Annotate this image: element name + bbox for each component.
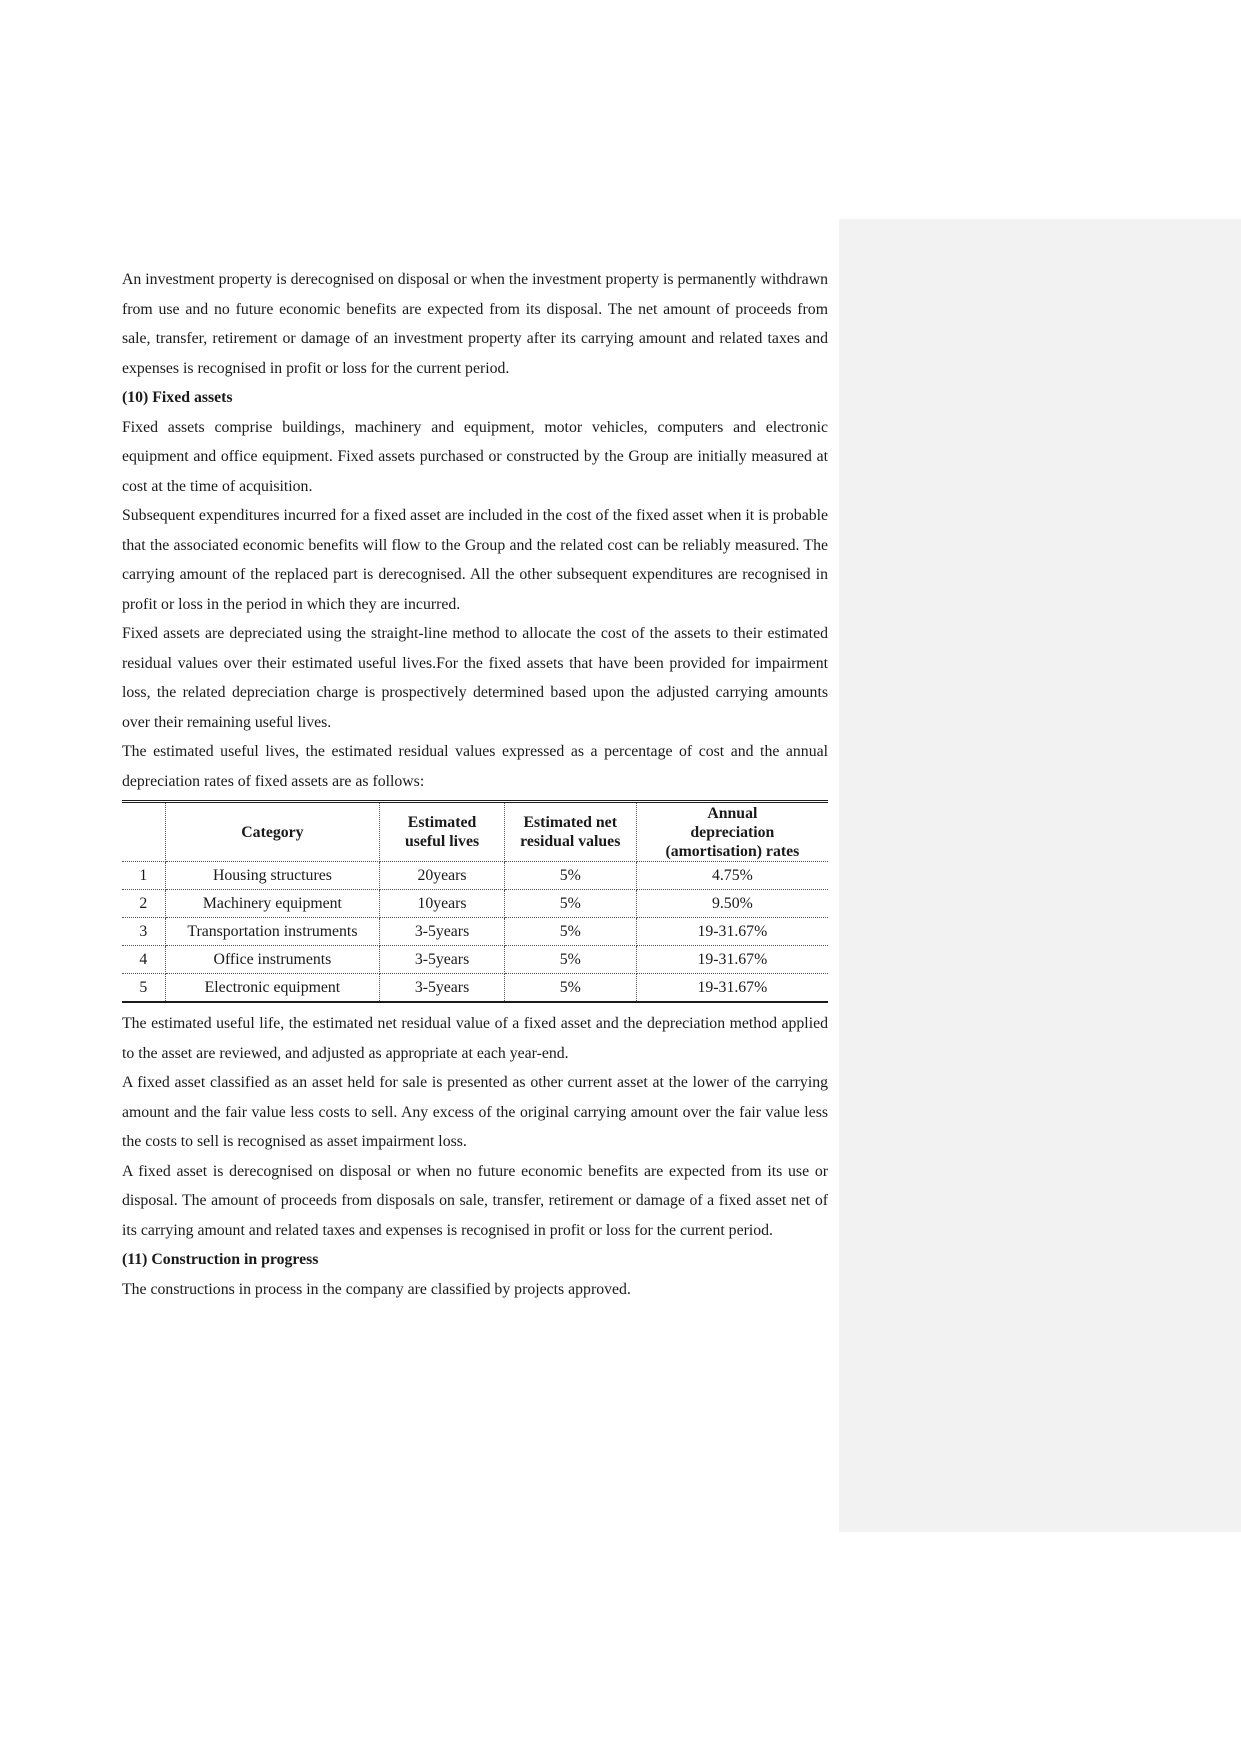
table-row <box>122 890 828 918</box>
depreciation-table <box>122 800 828 1003</box>
row-residual-value: 5% <box>504 946 636 974</box>
table-row <box>122 862 828 890</box>
row-useful-life: 10years <box>380 890 504 918</box>
row-residual-value: 5% <box>504 918 636 946</box>
header-depreciation-rates-line: (amortisation) rates <box>665 842 800 860</box>
document-body <box>122 265 828 1304</box>
row-useful-life: 3-5years <box>380 974 504 1003</box>
header-useful-lives <box>380 802 504 862</box>
row-depreciation-rate: 19-31.67% <box>636 918 828 946</box>
fixed-assets-paragraph: A fixed asset classified as an asset held for sale is presented as other current asset at the lower of the carrying amount and the fair value less costs to sell. Any excess of the original carrying amount over the fair value less the costs to sell is recognised as asset impairment loss. <box>122 1074 828 1150</box>
section-heading-construction-in-progress: (11) Construction in progress <box>122 1251 319 1268</box>
row-useful-life: 3-5years <box>380 918 504 946</box>
fixed-assets-paragraph: A fixed asset is derecognised on disposal or when no future economic benefits are expected from its use or disposal. The amount of proceeds from disposals on sale, transfer, retirement or damage of a fixed asset net of its carrying amount and related taxes and expenses is recognised in profit or loss for the current period. <box>122 1162 828 1239</box>
row-depreciation-rate: 9.50% <box>636 890 828 918</box>
header-useful-lives-line: Estimated <box>407 814 477 831</box>
row-category: Transportation instruments <box>165 918 380 946</box>
row-category: Office instruments <box>165 946 380 974</box>
table-row <box>122 918 828 946</box>
header-no <box>122 802 165 862</box>
row-residual-value: 5% <box>504 974 636 1003</box>
comment-pane <box>839 219 1241 1532</box>
table-row <box>122 974 828 1003</box>
row-category: Machinery equipment <box>165 890 380 918</box>
header-residual-values-line: Estimated net <box>523 814 617 831</box>
fixed-assets-paragraph: The estimated useful life, the estimated net residual value of a fixed asset and the depreciation method applied to the asset are reviewed, and adjusted as appropriate at each year-end. <box>122 1015 828 1062</box>
table-header-row <box>122 802 828 862</box>
row-number: 2 <box>122 890 165 918</box>
fixed-assets-paragraph: Fixed assets comprise buildings, machinery and equipment, motor vehicles, computers and electronic equipment and office equipment. Fixed assets purchased or constructed by the Group are initially measured at cost at the time of acquisition. <box>122 418 828 495</box>
row-useful-life: 20years <box>380 862 504 890</box>
fixed-assets-paragraph: The estimated useful lives, the estimated residual values expressed as a percentage of cost and the annual depreciation rates of fixed assets are as follows: <box>122 743 828 790</box>
section-heading-fixed-assets: (10) Fixed assets <box>122 389 233 406</box>
row-depreciation-rate: 4.75% <box>636 862 828 890</box>
row-number: 4 <box>122 946 165 974</box>
fixed-assets-paragraph: Subsequent expenditures incurred for a fixed asset are included in the cost of the fixed asset when it is probable that the associated economic benefits will flow to the Group and the related cost can be reliably measured. The carrying amount of the replaced part is derecognised. All the other subsequent expenditures are recognised in profit or loss in the period in which they are incurred. <box>122 507 828 613</box>
row-category: Electronic equipment <box>165 974 380 1003</box>
fixed-assets-paragraph: Fixed assets are depreciated using the straight-line method to allocate the cost of the assets to their estimated residual values over their estimated useful lives.For the fixed assets that have been provided for impairment loss, the related depreciation charge is prospectively determined based upon the adjusted carrying amounts over their remaining useful lives. <box>122 625 828 731</box>
header-residual-values-line: residual values <box>520 833 621 850</box>
header-depreciation-rates <box>636 802 828 862</box>
header-depreciation-rates-line: Annual <box>707 804 758 822</box>
investment-property-paragraph: An investment property is derecognised on disposal or when the investment property is permanently withdrawn from use and no future economic benefits are expected from its disposal. The net amount of proceeds from sale, transfer, retirement or damage of an investment property after its carrying amount and related taxes and expenses is recognised in profit or loss for the current period. <box>122 271 828 377</box>
row-useful-life: 3-5years <box>380 946 504 974</box>
row-number: 5 <box>122 974 165 1003</box>
row-number: 1 <box>122 862 165 890</box>
header-depreciation-rates-line: depreciation <box>690 823 775 841</box>
row-depreciation-rate: 19-31.67% <box>636 946 828 974</box>
header-category: Category <box>165 802 380 862</box>
row-category: Housing structures <box>165 862 380 890</box>
row-residual-value: 5% <box>504 862 636 890</box>
header-residual-values <box>504 802 636 862</box>
table-row <box>122 946 828 974</box>
construction-in-progress-paragraph: The constructions in process in the company are classified by projects approved. <box>122 1280 631 1298</box>
row-depreciation-rate: 19-31.67% <box>636 974 828 1003</box>
row-number: 3 <box>122 918 165 946</box>
row-residual-value: 5% <box>504 890 636 918</box>
header-useful-lives-line: useful lives <box>404 833 480 850</box>
